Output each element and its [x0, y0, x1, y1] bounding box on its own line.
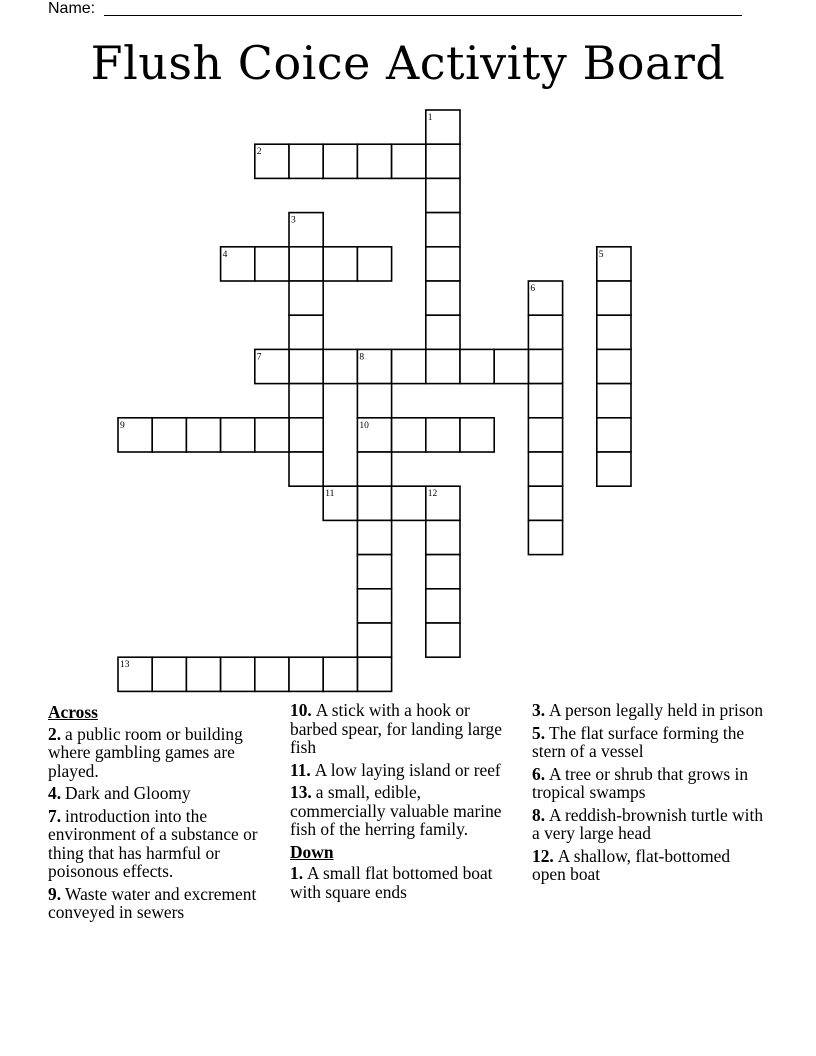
- grid-cell[interactable]: [289, 315, 323, 349]
- grid-cell[interactable]: [392, 418, 426, 452]
- grid-cell[interactable]: [289, 281, 323, 315]
- clue-number: 13.: [290, 782, 312, 802]
- grid-cell[interactable]: [392, 144, 426, 178]
- clue-text: A small flat bottomed boat with square ends: [290, 863, 493, 902]
- grid-cell[interactable]: [357, 452, 391, 486]
- grid-cell[interactable]: [426, 349, 460, 383]
- cell-number: 11: [325, 489, 335, 500]
- grid-cell[interactable]: [289, 384, 323, 418]
- clue-text: a public room or building where gambling games are played.: [48, 723, 243, 781]
- clue-text: introduction into the environment of a substance or thing that has harmful or poisonous effects.: [48, 805, 258, 881]
- grid-cell[interactable]: [426, 144, 460, 178]
- clue-text: The flat surface forming the stern of a vessel: [532, 722, 745, 761]
- grid-cell[interactable]: [221, 418, 255, 452]
- grid-cell[interactable]: [289, 452, 323, 486]
- grid-cell[interactable]: [186, 418, 220, 452]
- grid-cell[interactable]: [426, 281, 460, 315]
- grid-cell[interactable]: [426, 418, 460, 452]
- clue-number: 6.: [532, 763, 546, 784]
- grid-cell[interactable]: [255, 247, 289, 281]
- clue-across-13: [290, 783, 520, 839]
- clues-column-2: [290, 701, 520, 905]
- clue-text: Dark and Gloomy: [65, 783, 191, 803]
- grid-cell[interactable]: [426, 247, 460, 281]
- grid-cell[interactable]: [597, 281, 631, 315]
- down-heading: Down: [290, 841, 334, 862]
- clue-number: 1.: [290, 863, 304, 883]
- clue-across-4: [48, 784, 284, 803]
- clues-column-3: [532, 701, 768, 888]
- grid-cell[interactable]: [528, 452, 562, 486]
- grid-cell[interactable]: [289, 418, 323, 452]
- grid-cell[interactable]: [426, 213, 460, 247]
- grid-cell[interactable]: [426, 315, 460, 349]
- clue-number: 2.: [48, 723, 62, 744]
- page-title: Flush Coice Activity Board: [90, 36, 726, 90]
- clue-number: 5.: [532, 722, 546, 743]
- grid-cell[interactable]: [528, 486, 562, 520]
- grid-cell[interactable]: [289, 144, 323, 178]
- grid-cell[interactable]: [152, 657, 186, 691]
- grid-cell[interactable]: [528, 418, 562, 452]
- grid-cell[interactable]: [597, 349, 631, 383]
- grid-cell[interactable]: [152, 418, 186, 452]
- clue-number: 8.: [532, 804, 546, 825]
- clue-number: 4.: [48, 783, 62, 803]
- grid-cell[interactable]: [289, 657, 323, 691]
- clue-down-5: [532, 724, 768, 761]
- grid-cell[interactable]: [528, 349, 562, 383]
- grid-cell[interactable]: [289, 349, 323, 383]
- grid-cell[interactable]: [426, 178, 460, 212]
- grid-cell[interactable]: [392, 486, 426, 520]
- name-label: Name:: [48, 0, 96, 17]
- clue-down-6: [532, 765, 768, 802]
- clue-down-3: [532, 701, 768, 720]
- grid-cell[interactable]: [597, 384, 631, 418]
- clues-column-1: [48, 701, 284, 926]
- clue-text: A stick with a hook or barbed spear, for landing large fish: [290, 700, 502, 757]
- cell-number: 6: [530, 284, 536, 294]
- grid-cell[interactable]: [426, 520, 460, 554]
- clue-number: 12.: [532, 845, 554, 866]
- clue-number: 7.: [48, 805, 62, 826]
- clue-number: 3.: [532, 700, 546, 720]
- clue-down-12: [532, 847, 768, 884]
- grid-cell[interactable]: [357, 589, 391, 623]
- grid-cell[interactable]: [289, 247, 323, 281]
- cell-number: 10: [359, 420, 369, 431]
- cell-number: 8: [359, 352, 365, 363]
- clue-number: 10.: [290, 700, 312, 720]
- cell-number: 2: [256, 147, 262, 158]
- grid-cell[interactable]: [357, 247, 391, 281]
- across-heading: Across: [48, 702, 98, 722]
- clue-text: Waste water and excrement conveyed in sewers: [48, 883, 257, 922]
- grid-cell[interactable]: [460, 349, 494, 383]
- grid-cell[interactable]: [528, 384, 562, 418]
- clue-text: A tree or shrub that grows in tropical swamps: [532, 763, 749, 802]
- grid-cell[interactable]: [357, 144, 391, 178]
- grid-cell[interactable]: [255, 657, 289, 691]
- grid-cell[interactable]: [597, 452, 631, 486]
- grid-cell[interactable]: [426, 555, 460, 589]
- grid-cell[interactable]: [426, 589, 460, 623]
- clue-text: a small, edible, commercially valuable marine fish of the herring family.: [290, 782, 502, 839]
- cell-number: 1: [427, 113, 433, 123]
- clue-number: 11.: [290, 759, 311, 780]
- clue-across-11: [290, 761, 520, 780]
- cell-number: 9: [120, 420, 125, 431]
- clue-across-10: [290, 701, 520, 757]
- grid-cell[interactable]: [323, 247, 357, 281]
- grid-cell[interactable]: [323, 144, 357, 178]
- cell-number: 4: [222, 249, 228, 260]
- grid-cell[interactable]: [597, 418, 631, 452]
- grid-cell[interactable]: [323, 657, 357, 691]
- clue-text: A person legally held in prison: [549, 700, 764, 720]
- clue-text: A reddish-brownish turtle with a very large head: [532, 804, 764, 843]
- clue-number: 9.: [48, 883, 62, 904]
- grid-cell[interactable]: [357, 384, 391, 418]
- cell-number: 12: [427, 489, 438, 500]
- grid-cell[interactable]: [494, 349, 528, 383]
- clue-across-9: [48, 885, 284, 922]
- grid-cell[interactable]: [597, 315, 631, 349]
- grid-cell[interactable]: [460, 418, 494, 452]
- grid-cell[interactable]: [528, 315, 562, 349]
- clue-across-7: [48, 807, 284, 881]
- cell-number: 7: [256, 352, 262, 363]
- clue-text: A low laying island or reef: [314, 759, 501, 780]
- clue-across-2: [48, 725, 284, 781]
- grid-cell[interactable]: [221, 657, 255, 691]
- cell-number: 13: [120, 660, 130, 671]
- clue-text: A shallow, flat-bottomed open boat: [532, 845, 731, 884]
- grid-cell[interactable]: [255, 418, 289, 452]
- grid-cell[interactable]: [357, 555, 391, 589]
- grid-cell[interactable]: [186, 657, 220, 691]
- grid-cell[interactable]: [357, 657, 391, 691]
- grid-cell[interactable]: [426, 623, 460, 657]
- clue-down-8: [532, 806, 768, 843]
- grid-cell[interactable]: [528, 520, 562, 554]
- clue-down-1: [290, 864, 520, 901]
- cell-number: 3: [291, 215, 296, 226]
- grid-cell[interactable]: [357, 623, 391, 657]
- grid-cell[interactable]: [323, 349, 357, 383]
- grid-cell[interactable]: [392, 349, 426, 383]
- grid-cell[interactable]: [357, 486, 391, 520]
- cell-number: 5: [598, 249, 604, 260]
- grid-cell[interactable]: [357, 520, 391, 554]
